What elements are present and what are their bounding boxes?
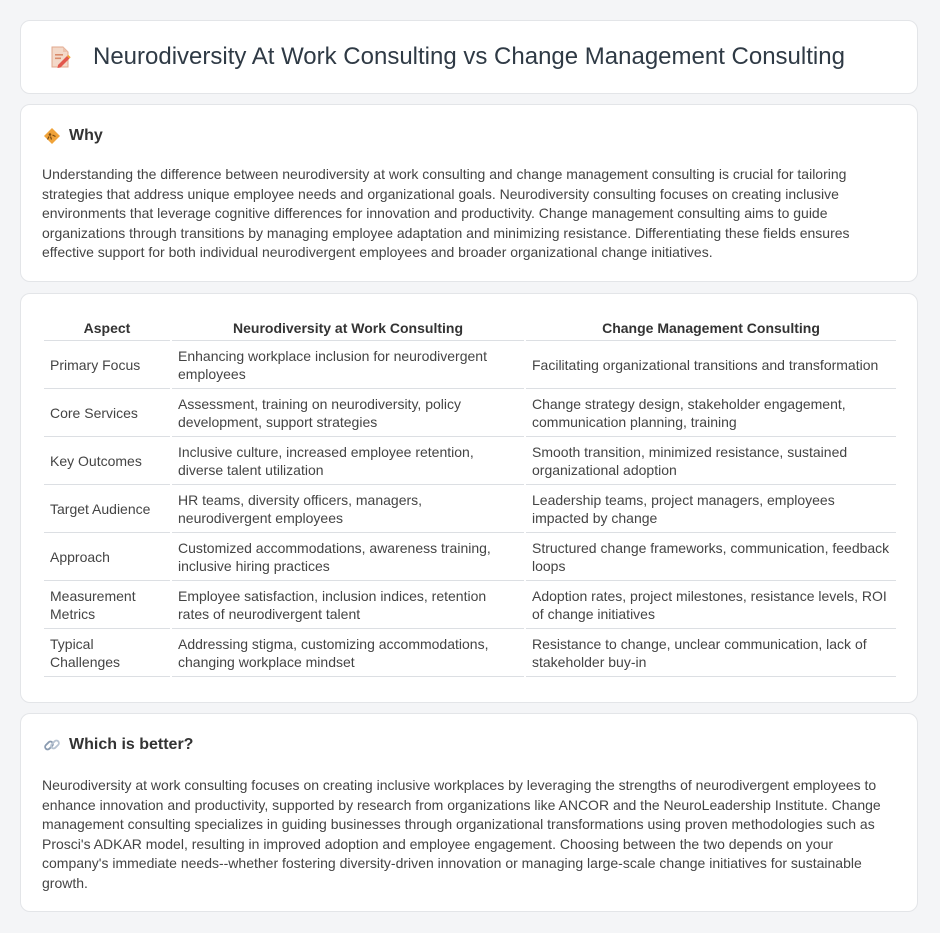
- neurodiversity-cell: Inclusive culture, increased employee retention, diverse talent utilization: [172, 437, 524, 485]
- column-header-aspect: Aspect: [44, 314, 170, 341]
- table-row: [44, 629, 896, 677]
- aspect-cell: Typical Challenges: [44, 629, 170, 677]
- neurodiversity-cell: Customized accommodations, awareness training, inclusive hiring practices: [172, 533, 524, 581]
- link-icon: [43, 736, 61, 754]
- table-row: [44, 437, 896, 485]
- title-card: [20, 20, 918, 94]
- neurodiversity-cell: Addressing stigma, customizing accommodations, changing workplace mindset: [172, 629, 524, 677]
- aspect-cell: Key Outcomes: [44, 437, 170, 485]
- change-management-cell: Facilitating organizational transitions and transformation: [526, 341, 896, 389]
- change-management-cell: Leadership teams, project managers, employees impacted by change: [526, 485, 896, 533]
- aspect-cell: Core Services: [44, 389, 170, 437]
- aspect-cell: Measurement Metrics: [44, 581, 170, 629]
- column-header-change-management: Change Management Consulting: [526, 314, 896, 341]
- table-row: [44, 485, 896, 533]
- change-management-cell: Structured change frameworks, communication, feedback loops: [526, 533, 896, 581]
- which-is-better-paragraph: Neurodiversity at work consulting focuses on creating inclusive workplaces by leveraging the strengths of neurodivergent employees to enhance innovation and productivity, supported by research from organizations like ANCOR and the NeuroLeadership Institute. Change management consulting specializes in guiding businesses through organizational transformations using proven methodologies such as Prosci's ADKAR model, resulting in improved adoption and employee engagement. Choosing between the two depends on your company's immediate needs--whether fostering diversity-driven innovation or managing large-scale change initiatives for sustainable growth.: [42, 777, 881, 891]
- why-section: [20, 104, 918, 282]
- change-management-cell: Change strategy design, stakeholder engagement, communication planning, training: [526, 389, 896, 437]
- diamond-sign-icon: [43, 127, 61, 145]
- comparison-table: [42, 314, 898, 677]
- neurodiversity-cell: Employee satisfaction, inclusion indices, retention rates of neurodivergent talent: [172, 581, 524, 629]
- aspect-cell: Target Audience: [44, 485, 170, 533]
- comparison-section: [20, 293, 918, 703]
- why-heading: Why: [69, 127, 103, 144]
- change-management-cell: Smooth transition, minimized resistance, sustained organizational adoption: [526, 437, 896, 485]
- aspect-cell: Primary Focus: [44, 341, 170, 389]
- which-is-better-section: [20, 713, 918, 912]
- column-header-neurodiversity: Neurodiversity at Work Consulting: [172, 314, 524, 341]
- table-row: [44, 581, 896, 629]
- why-paragraph: Understanding the difference between neurodiversity at work consulting and change management consulting is crucial for tailoring strategies that address unique employee needs and organizational goals. Neurodiversity consulting focuses on creating inclusive environments that leverage cognitive differences for innovation and productivity. Change management consulting aims to guide organizations through transitions by managing employee adaptation and minimizing resistance. Differentiating these fields ensures effective support for both individual neurodivergent employees and broader organizational change initiatives.: [42, 166, 850, 260]
- table-row: [44, 533, 896, 581]
- table-header-row: [44, 314, 896, 341]
- change-management-cell: Adoption rates, project milestones, resistance levels, ROI of change initiatives: [526, 581, 896, 629]
- document-edit-icon: [47, 44, 73, 70]
- aspect-cell: Approach: [44, 533, 170, 581]
- change-management-cell: Resistance to change, unclear communication, lack of stakeholder buy-in: [526, 629, 896, 677]
- neurodiversity-cell: Enhancing workplace inclusion for neurodivergent employees: [172, 341, 524, 389]
- table-row: [44, 389, 896, 437]
- neurodiversity-cell: Assessment, training on neurodiversity, policy development, support strategies: [172, 389, 524, 437]
- which-is-better-heading: Which is better?: [69, 736, 194, 753]
- page-title: Neurodiversity At Work Consulting vs Change Management Consulting: [93, 43, 845, 70]
- neurodiversity-cell: HR teams, diversity officers, managers, neurodivergent employees: [172, 485, 524, 533]
- table-row: [44, 341, 896, 389]
